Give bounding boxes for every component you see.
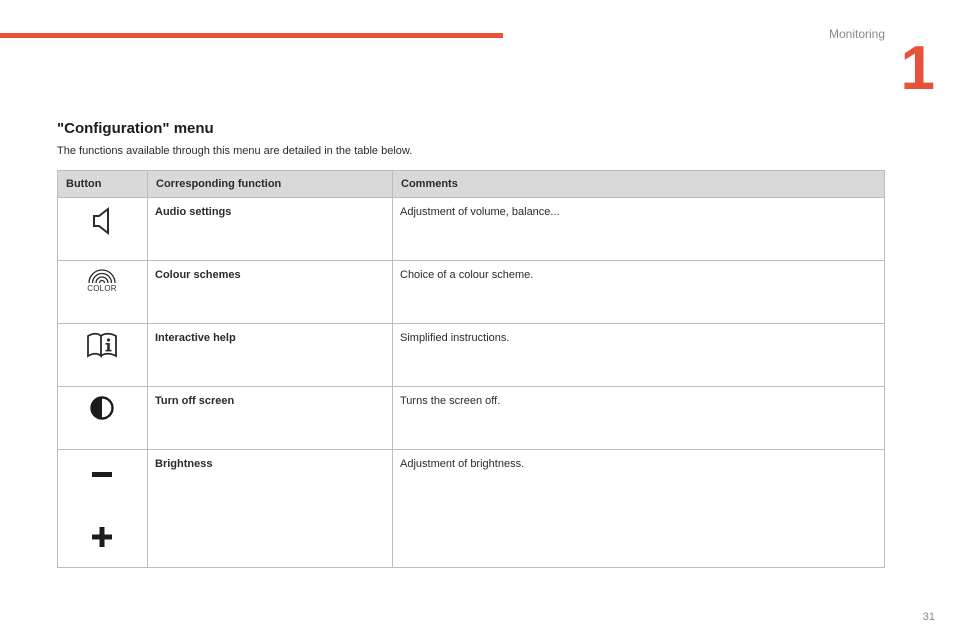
function-comment: Turns the screen off.: [393, 387, 885, 450]
page-title: "Configuration" menu: [57, 120, 214, 137]
table-row: [58, 261, 885, 324]
button-cell: [58, 324, 148, 387]
table-row: [58, 450, 885, 568]
function-comment: Adjustment of volume, balance...: [393, 198, 885, 261]
color-scheme-icon: [87, 269, 117, 283]
function-comment: Simplified instructions.: [393, 324, 885, 387]
button-cell: [58, 387, 148, 450]
table-row: [58, 198, 885, 261]
speaker-icon: [91, 206, 113, 236]
function-comment: Adjustment of brightness.: [393, 450, 885, 568]
function-name: Colour schemes: [148, 261, 393, 324]
accent-bar: [0, 33, 503, 38]
header-comments: Comments: [393, 171, 885, 198]
color-icon-caption: COLOR: [87, 284, 117, 293]
intro-text: The functions available through this menu are detailed in the table below.: [57, 145, 413, 157]
plus-icon: [91, 526, 113, 548]
function-name: Brightness: [148, 450, 393, 568]
table-row: [58, 387, 885, 450]
button-cell: [58, 450, 148, 568]
function-name: Audio settings: [148, 198, 393, 261]
header-button: Button: [58, 171, 148, 198]
functions-table: [57, 170, 885, 568]
button-cell: [58, 198, 148, 261]
section-label: Monitoring: [828, 27, 885, 41]
half-circle-icon: [89, 395, 115, 421]
button-cell: [58, 261, 148, 324]
header-function: Corresponding function: [148, 171, 393, 198]
table-header-row: [58, 171, 885, 198]
minus-icon: [91, 464, 113, 486]
book-info-icon: [86, 332, 118, 358]
function-name: Turn off screen: [148, 387, 393, 450]
table-row: [58, 324, 885, 387]
page-number: 31: [922, 611, 935, 623]
function-name: Interactive help: [148, 324, 393, 387]
chapter-number: 1: [900, 34, 935, 103]
function-comment: Choice of a colour scheme.: [393, 261, 885, 324]
